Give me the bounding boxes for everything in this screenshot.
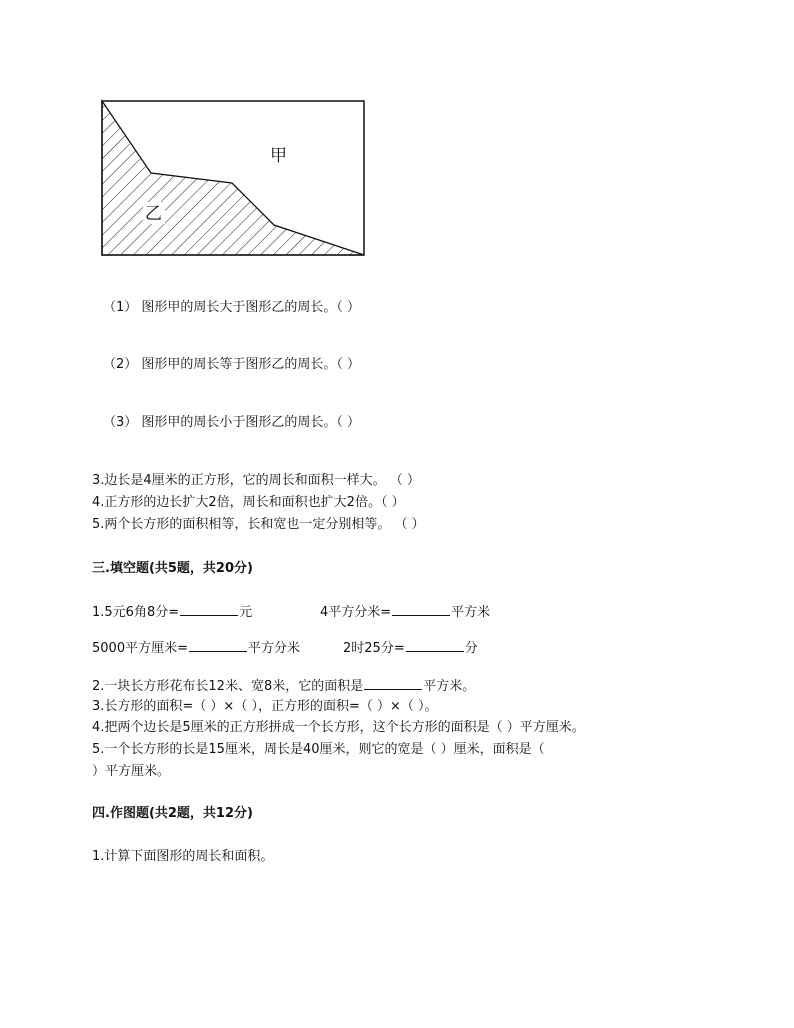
fill-q1b xyxy=(320,603,490,621)
fill-q1-row2 xyxy=(92,639,300,657)
label-yi: 乙 xyxy=(145,204,162,224)
fill-q1a-blank[interactable] xyxy=(180,603,238,616)
fill-q1c-prefix: 5000平方厘米= xyxy=(92,641,188,656)
judge-q3: 3.边长是4厘米的正方形，它的周长和面积一样大。 （ ） xyxy=(92,473,420,488)
fill-q5-line2: ）平方厘米。 xyxy=(92,764,171,779)
fill-q4: 4.把两个边长是5厘米的正方形拼成一个长方形，这个长方形的面积是（ ）平方厘米。 xyxy=(92,720,585,735)
figure-svg xyxy=(99,98,367,258)
fill-q1d-unit: 分 xyxy=(464,641,478,656)
judge-sub-q1: （1） 图形甲的周长大于图形乙的周长。（ ） xyxy=(103,300,361,315)
fill-q3: 3.长方形的面积=（ ）×（ ），正方形的面积=（ ）×（ ）。 xyxy=(92,699,438,714)
figure-rectangle xyxy=(99,98,367,258)
fill-q1c-unit: 平方分米 xyxy=(247,641,300,656)
fill-q1c-blank[interactable] xyxy=(189,639,247,652)
fill-q2 xyxy=(92,677,475,695)
section4-heading: 四.作图题(共2题，共12分) xyxy=(92,806,253,821)
fill-q2-blank[interactable] xyxy=(364,677,422,690)
judge-q4: 4.正方形的边长扩大2倍，周长和面积也扩大2倍。（ ） xyxy=(92,495,405,510)
fill-q1d xyxy=(343,639,478,657)
judge-sub-q3: （3） 图形甲的周长小于图形乙的周长。（ ） xyxy=(103,415,361,430)
fill-q1d-prefix: 2时25分= xyxy=(343,641,405,656)
fill-q1d-blank[interactable] xyxy=(406,639,464,652)
fill-q1a-unit: 元 xyxy=(239,605,253,620)
section3-heading: 三.填空题(共5题，共20分) xyxy=(92,561,253,576)
fill-q5-line1: 5.一个长方形的长是15厘米，周长是40厘米，则它的宽是（ ）厘米，面积是（ xyxy=(92,742,545,757)
fill-q1-row1 xyxy=(92,603,252,621)
judge-sub-q2: （2） 图形甲的周长等于图形乙的周长。（ ） xyxy=(103,357,361,372)
judge-q5: 5.两个长方形的面积相等，长和宽也一定分别相等。 （ ） xyxy=(92,517,425,532)
fill-q1b-blank[interactable] xyxy=(392,603,450,616)
fill-q1b-unit: 平方米 xyxy=(451,605,491,620)
fill-q1b-prefix: 4平方分米= xyxy=(320,605,392,620)
fill-q2-prefix: 2.一块长方形花布长12米、宽8米，它的面积是 xyxy=(92,679,364,694)
draw-q1: 1.计算下面图形的周长和面积。 xyxy=(92,849,274,864)
label-jia: 甲 xyxy=(270,146,287,166)
fill-q2-unit: 平方米。 xyxy=(423,679,476,694)
fill-q1a-prefix: 1.5元6角8分= xyxy=(92,605,180,620)
